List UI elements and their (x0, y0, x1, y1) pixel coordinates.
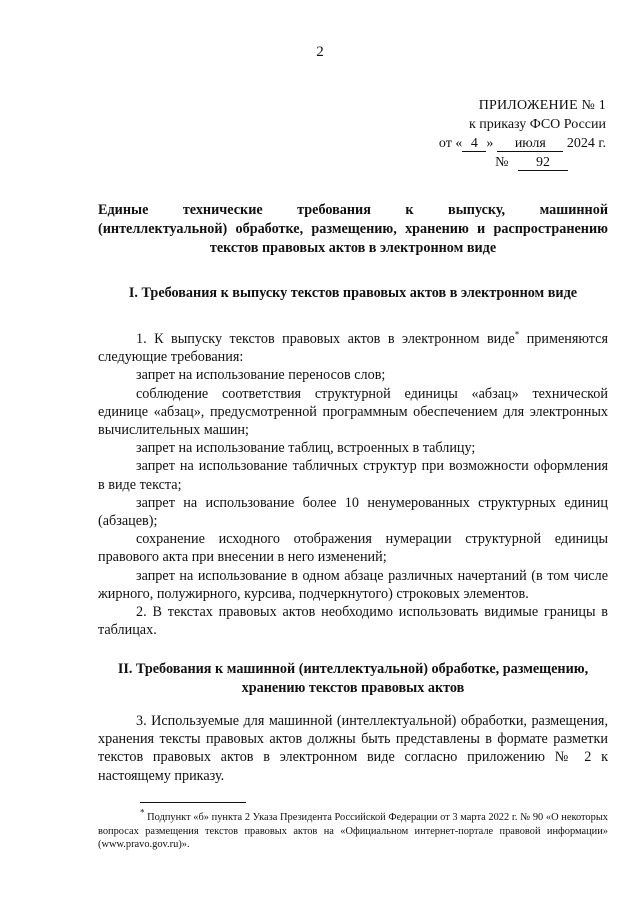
order-number: 92 (518, 155, 568, 171)
date-year: 2024 г. (566, 136, 606, 151)
number-label: № (495, 155, 509, 170)
appendix-number-line (396, 153, 568, 172)
date-day: 4 (462, 136, 486, 152)
list-item: запрет на использование в одном абзаце различных начертаний (в том числе жирного, полужирного, курсива, подчеркнутого) строковых элементов. (98, 567, 608, 602)
footnote-text: Подпункт «б» пункта 2 Указа Президента Российской Федерации от 3 марта 2022 г. № 90 «О некоторых вопросах размещения текстов правовых актов на «Официальном интернет-портале правовой информации» (www.pravo.gov.ru)». (98, 812, 608, 850)
section-1-heading: I. Требования к выпуску текстов правовых актов в электронном виде (128, 285, 578, 301)
date-mid: » (486, 136, 494, 151)
paragraph-1-tail: применяются следующие требования: (98, 331, 608, 366)
paragraph-3: 3. Используемые для машинной (интеллектуальной) обработки, размещения, хранения тексты правовых актов должны быть представлены в формате разметки текстов правовых актов в электронном виде согласно приложению № 2 к настоящему приказу. (98, 713, 608, 784)
section-1-body (98, 330, 608, 639)
date-month: июля (497, 136, 563, 152)
section-2-heading-line-1: II. Требования к машинной (интеллектуальной) обработке, размещению, (117, 661, 589, 677)
list-item: запрет на использование переносов слов; (136, 367, 386, 384)
document-title (98, 201, 608, 258)
section-2-heading-line-2: хранению текстов правовых актов (241, 680, 465, 696)
list-item: запрет на использование табличных структур при возможности оформления в виде текста; (98, 458, 608, 493)
date-prefix: от « (438, 136, 463, 151)
page-number: 2 (316, 44, 324, 60)
appendix-title: ПРИЛОЖЕНИЕ № 1 (478, 98, 606, 113)
appendix-block (396, 96, 606, 172)
list-item: сохранение исходного отображения нумерации структурной единицы правового акта при внесении в него изменений; (98, 531, 608, 566)
paragraph-1-text: 1. К выпуску текстов правовых актов в электронном виде (136, 331, 515, 347)
paragraph-1 (98, 330, 608, 366)
title-line-3: текстов правовых актов в электронном виде (209, 240, 497, 256)
appendix-date (396, 134, 606, 153)
section-2-heading (98, 660, 608, 698)
section-2-body (98, 712, 608, 785)
title-line-1: Единые технические требования к выпуску, машинной (98, 202, 608, 218)
appendix-order-ref: к приказу ФСО России (468, 117, 606, 132)
footnote-divider (140, 802, 246, 803)
list-item: запрет на использование более 10 ненумерованных структурных единиц (абзацев); (98, 494, 608, 530)
list-item: запрет на использование таблиц, встроенных в таблицу; (136, 440, 476, 457)
footnote-ref: * (514, 329, 520, 340)
list-item: соблюдение соответствия структурной единицы «абзац» технической единице «абзац», предусмотренной программным обеспечением для электронных вычислительных машин; (98, 385, 608, 439)
paragraph-2: 2. В текстах правовых актов необходимо использовать видимые границы в таблицах. (98, 604, 608, 639)
footnote (98, 807, 608, 852)
footnote-mark: * (140, 807, 145, 818)
title-line-2: (интеллектуальной) обработке, размещению, хранению и распространению (98, 221, 608, 237)
